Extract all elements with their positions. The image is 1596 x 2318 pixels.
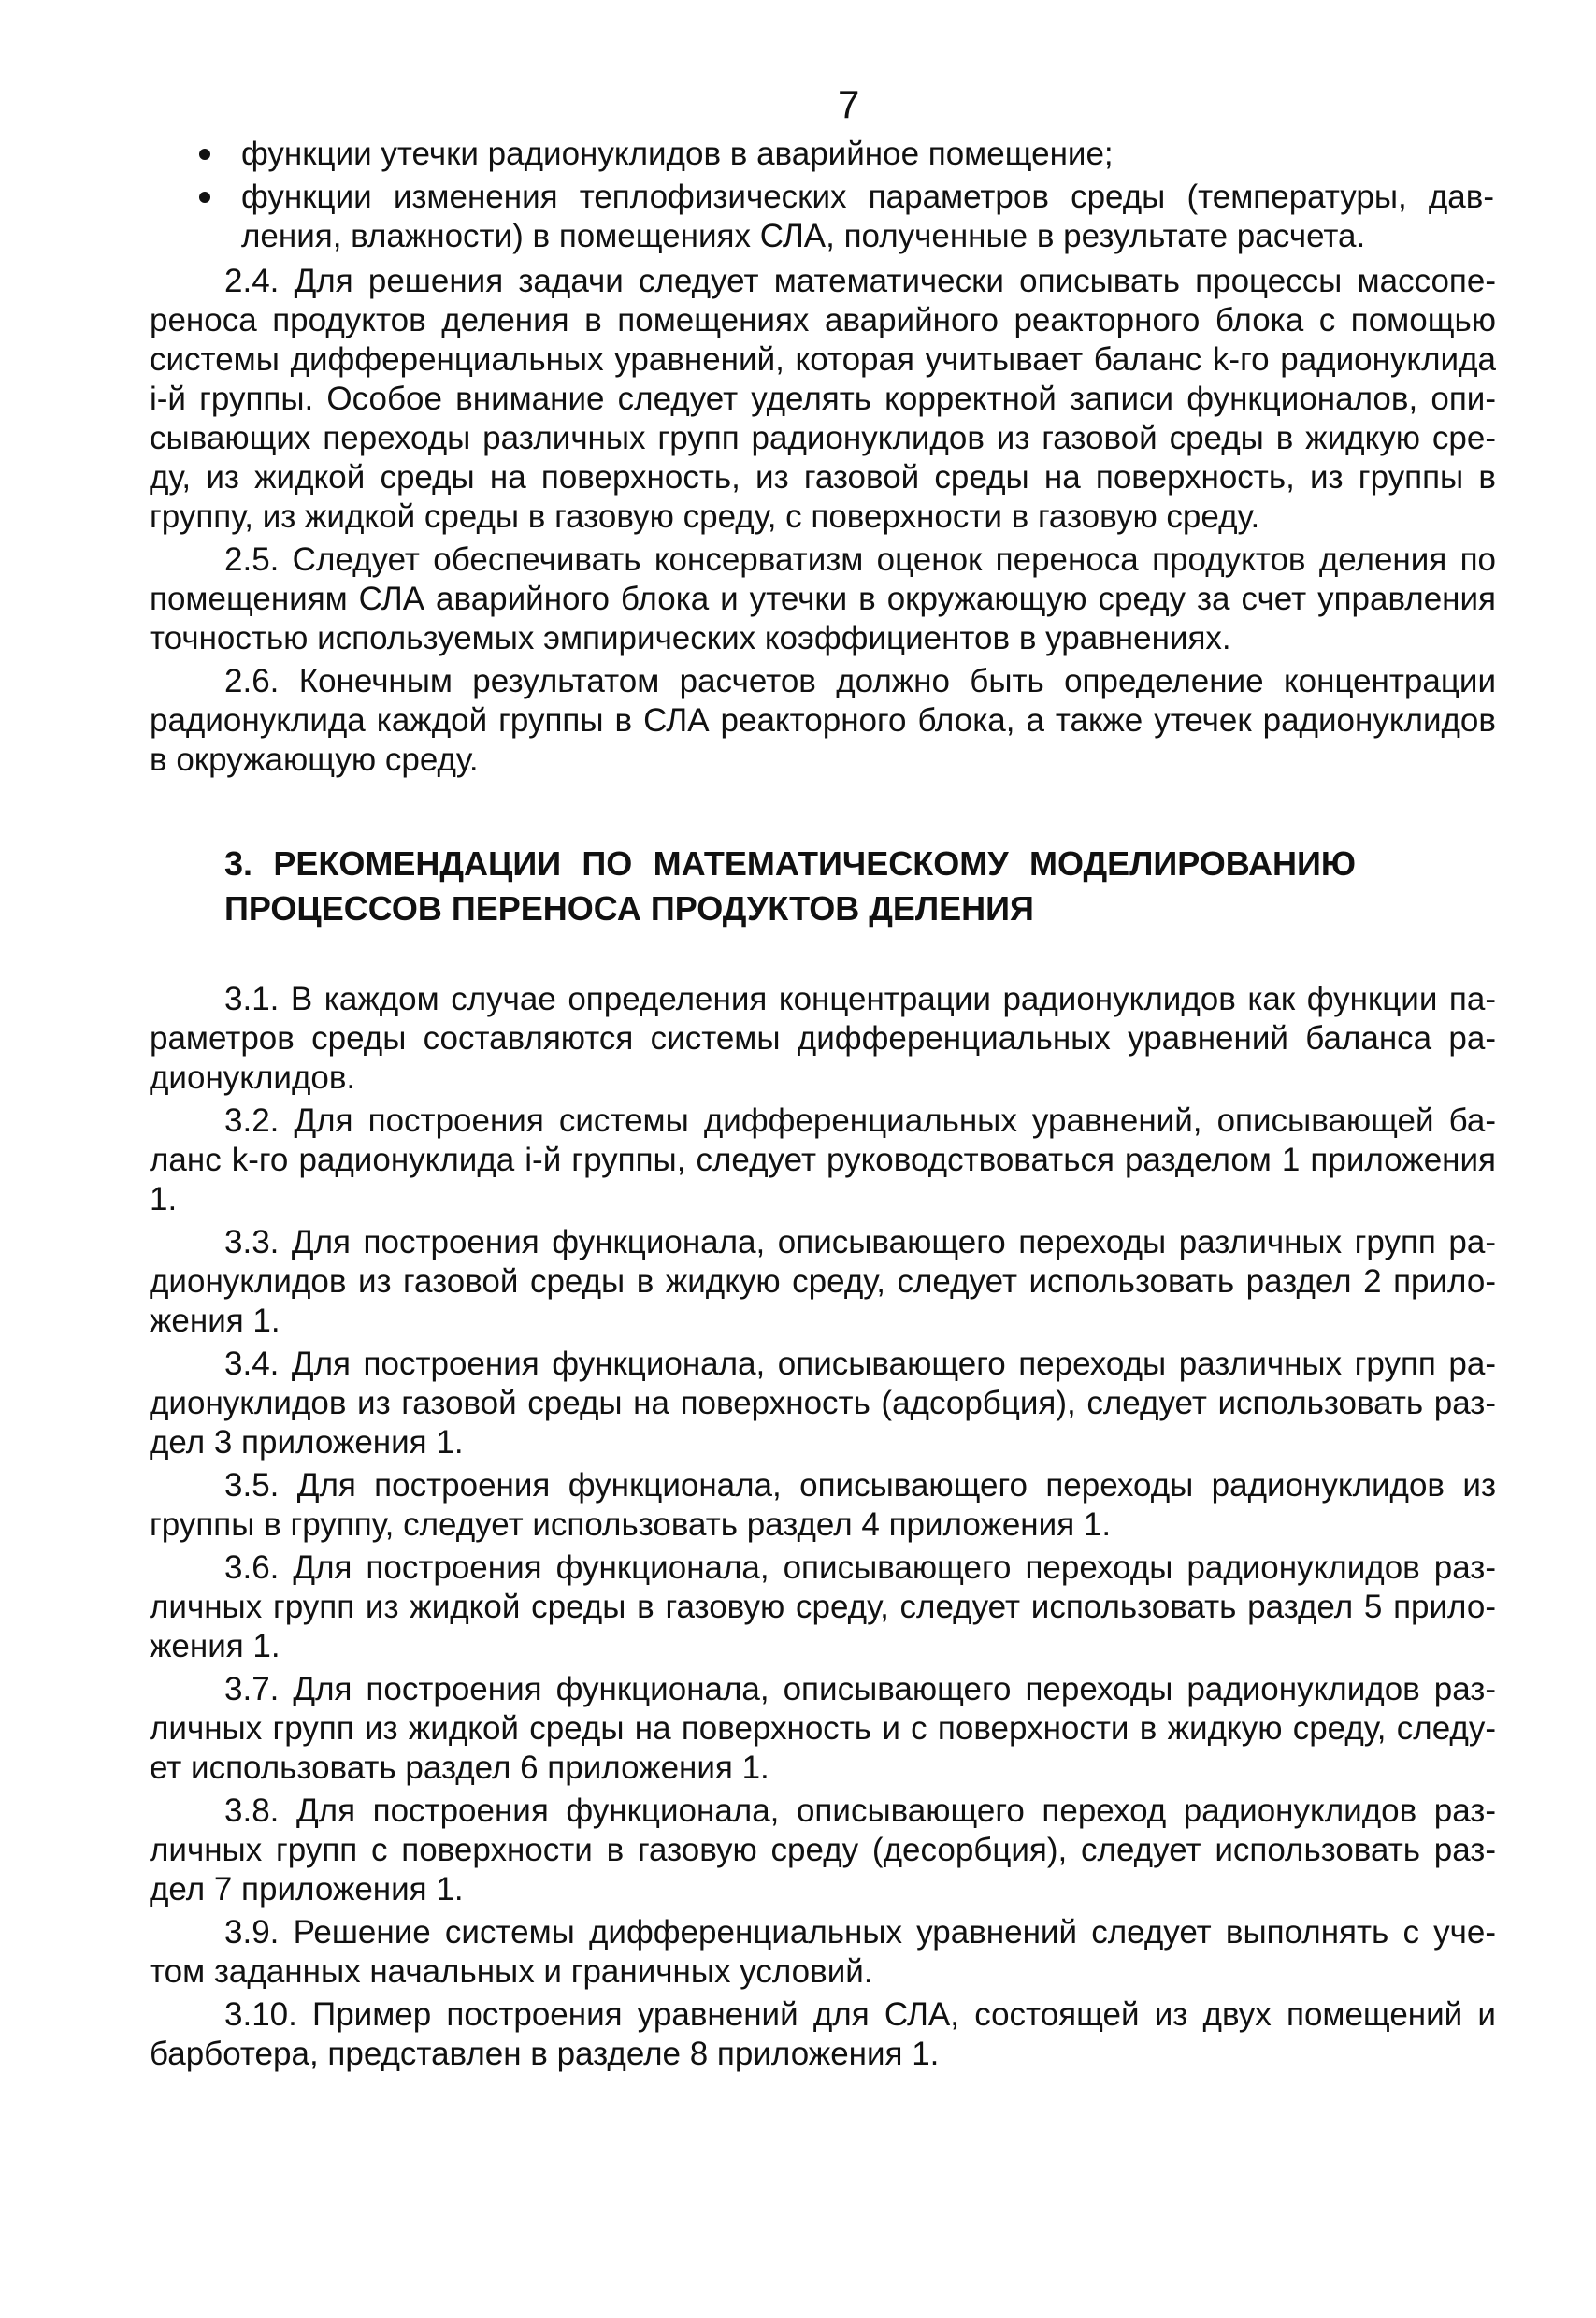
text-line: группы в группу, следует использовать раздел 4 приложения 1.	[150, 1506, 1112, 1543]
text-line: дионуклидов.	[150, 1059, 356, 1096]
text-line: 2.5. Следует обеспечивать консерватизм оценок переноса продуктов деления по	[224, 541, 1496, 578]
paragraph-3-4	[150, 1345, 1496, 1462]
text-line: реноса продуктов деления в помещениях аварийного реакторного блока с помощью	[150, 302, 1496, 338]
paragraph-2-6	[150, 662, 1496, 780]
paragraph-3-5	[150, 1466, 1496, 1545]
text-line: 3.6. Для построения функционала, описывающего переходы радионуклидов раз-	[224, 1549, 1496, 1586]
paragraph-3-6	[150, 1548, 1496, 1666]
text-line: функции изменения теплофизических параметров среды (температуры, дав-	[241, 179, 1494, 215]
paragraph-3-7	[150, 1670, 1496, 1788]
bullet-dot-icon	[199, 149, 210, 160]
bullet-item	[241, 178, 1494, 256]
paragraph-3-9	[150, 1913, 1496, 1992]
text-line: жения 1.	[150, 1628, 280, 1664]
text-line: личных групп из жидкой среды в газовую среду, следует использовать раздел 5 прило-	[150, 1589, 1496, 1625]
text-line: дионуклидов из газовой среды на поверхность (адсорбция), следует использовать раз-	[150, 1385, 1496, 1421]
bullet-dot-icon	[199, 192, 210, 203]
paragraph-3-3	[150, 1223, 1496, 1341]
heading-line: ПРОЦЕССОВ ПЕРЕНОСА ПРОДУКТОВ ДЕЛЕНИЯ	[224, 889, 1034, 928]
text-line: ет использовать раздел 6 приложения 1.	[150, 1749, 769, 1786]
text-line: дел 3 приложения 1.	[150, 1424, 464, 1461]
text-line: функции утечки радионуклидов в аварийное помещение;	[241, 136, 1114, 172]
heading-line: 3. РЕКОМЕНДАЦИИ ПО МАТЕМАТИЧЕСКОМУ МОДЕЛИРОВАНИЮ	[224, 844, 1356, 883]
text-line: группу, из жидкой среды в газовую среду, с поверхности в газовую среду.	[150, 498, 1260, 535]
paragraph-2-5	[150, 540, 1496, 658]
text-line: 3.1. В каждом случае определения концентрации радионуклидов как функции па-	[224, 981, 1496, 1017]
text-line: жения 1.	[150, 1303, 280, 1339]
text-line: 3.3. Для построения функционала, описывающего переходы различных групп ра-	[224, 1224, 1496, 1260]
bullet-item	[241, 135, 1494, 174]
text-line: 3.9. Решение системы дифференциальных уравнений следует выполнять с уче-	[224, 1914, 1496, 1951]
text-line: барботера, представлен в разделе 8 приложения 1.	[150, 2036, 940, 2072]
paragraph-3-10	[150, 1995, 1496, 2074]
text-line: 2.6. Конечным результатом расчетов должно быть определение концентрации	[224, 663, 1496, 699]
text-line: радионуклида каждой группы в СЛА реакторного блока, а также утечек радионуклидов	[150, 702, 1496, 739]
text-line: в окружающую среду.	[150, 741, 479, 778]
paragraph-3-1	[150, 980, 1496, 1098]
text-line: 3.8. Для построения функционала, описывающего переход радионуклидов раз-	[224, 1792, 1496, 1829]
text-line: 3.2. Для построения системы дифференциальных уравнений, описывающей ба-	[224, 1102, 1496, 1139]
text-line: ду, из жидкой среды на поверхность, из газовой среды на поверхность, из группы в	[150, 459, 1496, 496]
paragraph-3-8	[150, 1792, 1496, 1909]
paragraph-2-4	[150, 262, 1496, 537]
text-line: точностью используемых эмпирических коэффициентов в уравнениях.	[150, 620, 1231, 656]
text-line: помещениям СЛА аварийного блока и утечки в окружающую среду за счет управления	[150, 581, 1496, 617]
text-line: дел 7 приложения 1.	[150, 1871, 464, 1908]
text-line: личных групп с поверхности в газовую среду (десорбция), следует использовать раз-	[150, 1832, 1496, 1868]
paragraph-3-2	[150, 1101, 1496, 1219]
text-line: 3.4. Для построения функционала, описывающего переходы различных групп ра-	[224, 1346, 1496, 1382]
text-line: ления, влажности) в помещениях СЛА, полученные в результате расчета.	[241, 218, 1366, 254]
text-line: 3.5. Для построения функционала, описывающего переходы радионуклидов из	[224, 1467, 1496, 1504]
bullet-list	[241, 135, 1494, 260]
text-line: дионуклидов из газовой среды в жидкую среду, следует использовать раздел 2 прило-	[150, 1263, 1496, 1300]
text-line: сывающих переходы различных групп радионуклидов из газовой среды в жидкую сре-	[150, 420, 1496, 456]
text-line: i-й группы. Особое внимание следует уделять корректной записи функционалов, опи-	[150, 381, 1496, 417]
text-line: ланс k-го радионуклида i-й группы, следует руководствоваться разделом 1 приложения	[150, 1142, 1496, 1178]
text-line: 2.4. Для решения задачи следует математически описывать процессы массопе-	[224, 263, 1496, 299]
section-2-paragraphs	[150, 262, 1496, 784]
text-line: 1.	[150, 1181, 178, 1217]
text-line: 3.10. Пример построения уравнений для СЛА, состоящей из двух помещений и	[224, 1996, 1496, 2033]
section-3-paragraphs	[150, 980, 1496, 2078]
page-number: 7	[838, 82, 860, 126]
text-line: системы дифференциальных уравнений, которая учитывает баланс k-го радионуклида	[150, 341, 1496, 378]
text-line: 3.7. Для построения функционала, описывающего переходы радионуклидов раз-	[224, 1671, 1496, 1707]
text-line: личных групп из жидкой среды на поверхность и с поверхности в жидкую среду, следу-	[150, 1710, 1496, 1747]
section-3-heading	[224, 842, 1356, 931]
text-line: раметров среды составляются системы дифференциальных уравнений баланса ра-	[150, 1020, 1496, 1057]
text-line: том заданных начальных и граничных условий.	[150, 1953, 873, 1990]
